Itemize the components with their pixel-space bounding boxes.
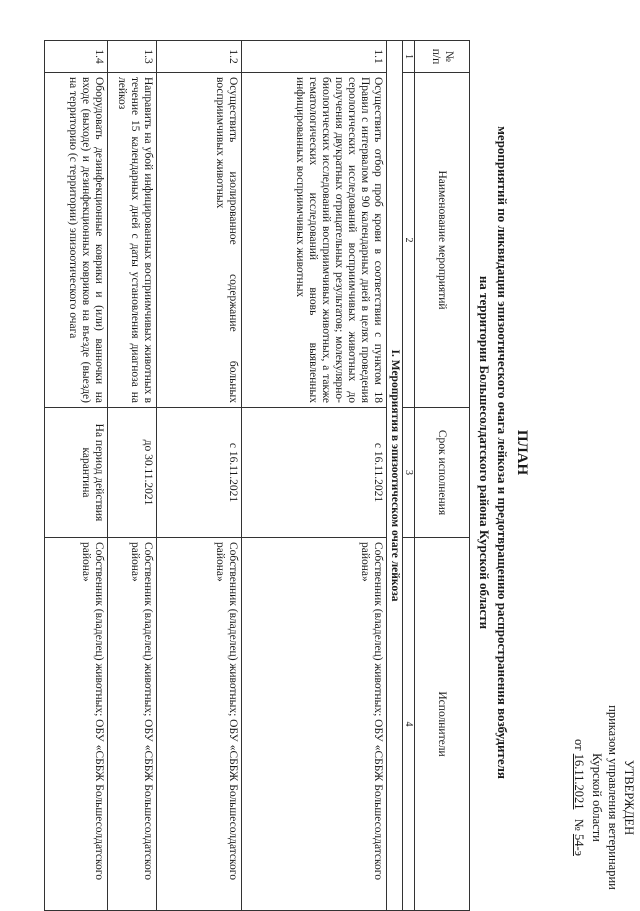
- approval-line-region: Курской области: [590, 753, 604, 842]
- approval-number: 54-э: [572, 833, 586, 856]
- approval-date-prefix: от: [572, 739, 586, 751]
- column-number: 1: [403, 41, 415, 73]
- approval-stamp: [571, 700, 637, 895]
- plan-subtitle: мероприятий по ликвидации эпизоотического очага лейкоза и предотвращению распространения возбудителя: [495, 126, 510, 779]
- table-row: [45, 41, 108, 911]
- plan-table: [44, 40, 470, 911]
- row-term: с 16.11.2021: [242, 408, 387, 538]
- plan-subtitle-region: на территории Большесолдатского района Курской области: [477, 275, 492, 630]
- approval-line-order: приказом управления ветеринарии: [606, 705, 620, 890]
- row-measure: Оборудовать дезинфекционные коврики и (или) ванночки на входе (выходе) и дезинфекционных ковриков на въезде (выезде) на территорию (с территории) эпизоотического очага: [45, 73, 108, 408]
- row-term: до 30.11.2021: [108, 408, 157, 538]
- header-name: Наименование мероприятий: [415, 73, 470, 408]
- row-number: 1.3: [108, 41, 157, 73]
- header-term: Срок исполнения: [415, 408, 470, 538]
- plan-title: ПЛАН: [514, 429, 530, 476]
- section-title: I. Мероприятия в эпизоотическом очаге лейкоза: [387, 41, 403, 911]
- row-number: 1.1: [242, 41, 387, 73]
- column-number: 2: [403, 73, 415, 408]
- column-number-row: [403, 41, 415, 911]
- row-measure: Направить на убой инфицированных восприимчивых животных в течение 15 календарных дней с даты установления диагноза на лейкоз: [108, 73, 157, 408]
- approval-date-row: [571, 700, 587, 895]
- row-executor: Собственник (владелец) животных; ОБУ «СББЖ Большесолдатского района»: [242, 538, 387, 911]
- table-header-row: [415, 41, 470, 911]
- table-row: [242, 41, 387, 911]
- column-number: 4: [403, 538, 415, 911]
- row-number: 1.4: [45, 41, 108, 73]
- row-executor: Собственник (владелец) животных; ОБУ «СББЖ Большесолдатского района»: [108, 538, 157, 911]
- table-row: [157, 41, 242, 911]
- section-row: [387, 41, 403, 911]
- row-measure: Осуществить изолированное содержание больных восприимчивых животных: [157, 73, 242, 408]
- table-row: [108, 41, 157, 911]
- approval-title: УТВЕРЖДЕН: [622, 759, 636, 836]
- approval-date: 16.11.2021: [572, 753, 586, 810]
- row-executor: Собственник (владелец) животных; ОБУ «СББЖ Большесолдатского района»: [45, 538, 108, 911]
- header-no: № п/п: [415, 41, 470, 73]
- approval-number-prefix: №: [572, 818, 586, 831]
- row-measure: Осуществить отбор проб крови в соответствии с пунктом 18 Правил с интервалом в 90 календарных дней в целях проведения серологических исследований восприимчивых животных до получения двукратных отрицательных результатов; молекулярно-биологических исследований восприимчивых животных, а также гематологических исследований вновь выявленных инфицированных восприимчивых животных: [242, 73, 387, 408]
- header-executor: Исполнители: [415, 538, 470, 911]
- row-executor: Собственник (владелец) животных; ОБУ «СББЖ Большесолдатского района»: [157, 538, 242, 911]
- row-term: На период действия карантина: [45, 408, 108, 538]
- column-number: 3: [403, 408, 415, 538]
- row-term: с 16.11.2021: [157, 408, 242, 538]
- row-number: 1.2: [157, 41, 242, 73]
